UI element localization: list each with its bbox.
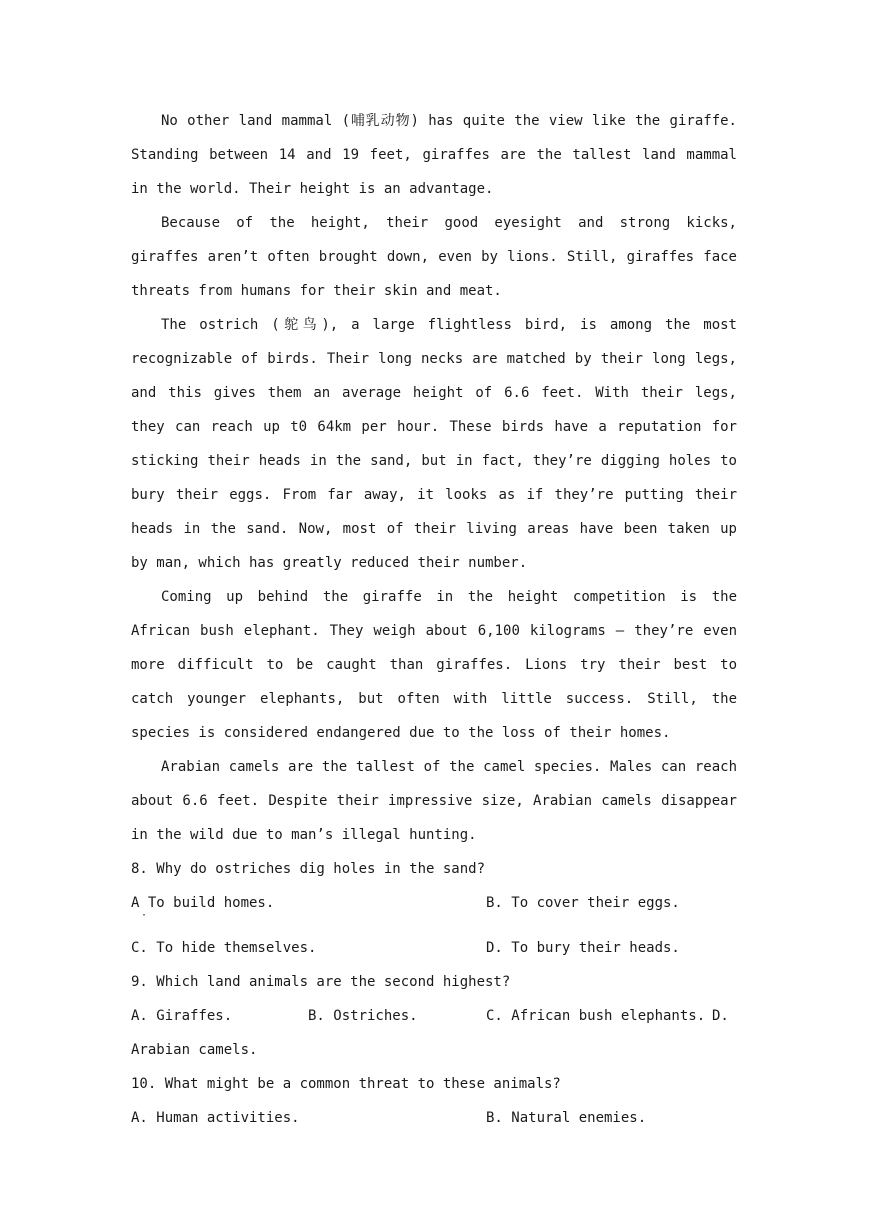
document-page <box>131 104 737 1135</box>
passage-paragraph-2: Because of the height, their good eyesight and strong kicks, giraffes aren’t often brought down, even by lions. Still, giraffes face threats from humans for their skin and meat. <box>131 215 737 299</box>
option-8a <box>131 886 486 920</box>
option-9a: A. Giraffes. <box>131 1008 233 1024</box>
option-10b: B. Natural enemies. <box>486 1110 647 1126</box>
question-8-options-row-1 <box>131 886 737 920</box>
option-9b: B. Ostriches. <box>308 1008 418 1024</box>
option-8c: C. To hide themselves. <box>131 940 317 956</box>
question-10: 10. What might be a common threat to these animals? <box>131 1076 561 1092</box>
question-8: 8. Why do ostriches dig holes in the sand? <box>131 861 486 877</box>
passage-paragraph-5: Arabian camels are the tallest of the camel species. Males can reach about 6.6 feet. Despite their impressive size, Arabian camels disappear in the wild due to man’s illegal hunting. <box>131 759 737 843</box>
option-9d: D. <box>712 1008 729 1024</box>
question-8-options-row-2 <box>131 931 737 965</box>
spacer <box>131 920 737 931</box>
question-9-options <box>131 999 737 1033</box>
option-8d: D. To bury their heads. <box>486 940 680 956</box>
passage-paragraph-1: No other land mammal (哺乳动物) has quite the view like the giraffe. Standing between 14 and 19 feet, giraffes are the tallest land mammal in the world. Their height is an advantage. <box>131 113 737 197</box>
option-10a: A. Human activities. <box>131 1110 300 1126</box>
passage-paragraph-4: Coming up behind the giraffe in the height competition is the African bush elephant. They weigh about 6,100 kilograms — they’re even more difficult to be caught than giraffes. Lions try their best to catch younger elephants, but often with little success. Still, the species is considered endangered due to the loss of their homes. <box>131 589 737 741</box>
question-9: 9. Which land animals are the second highest? <box>131 974 511 990</box>
option-8b: B. To cover their eggs. <box>486 895 680 911</box>
question-10-options <box>131 1101 737 1135</box>
option-9d-continued: Arabian camels. <box>131 1042 258 1058</box>
option-8a-text: A To build homes. <box>131 895 275 911</box>
option-9c: C. African bush elephants. <box>486 1008 706 1024</box>
passage-paragraph-3: The ostrich (鸵鸟), a large flightless bird, is among the most recognizable of birds. Their long necks are matched by their long legs, and this gives them an average height of 6.6 feet. With their legs, they can reach up t0 64km per hour. These birds have a reputation for sticking their heads in the sand, but in fact, they’re digging holes to bury their eggs. From far away, it looks as if they’re putting their heads in the sand. Now, most of their living areas have been taken up by man, which has greatly reduced their number. <box>131 317 737 571</box>
period-mark: · <box>141 910 148 921</box>
